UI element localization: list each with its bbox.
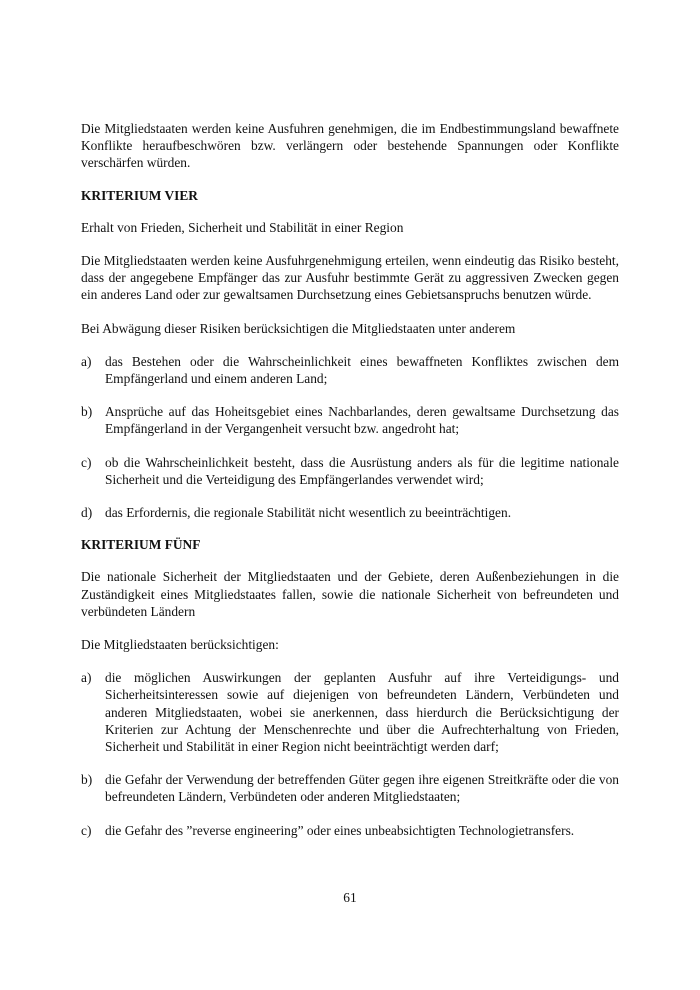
list-item <box>81 353 619 387</box>
list-item <box>81 454 619 488</box>
list-item-text: das Erfordernis, die regionale Stabilität nicht wesentlich zu beeinträchtigen. <box>105 505 512 521</box>
list-item <box>81 504 619 521</box>
list-marker: a) <box>81 353 92 369</box>
list-item <box>81 822 619 839</box>
document-page <box>81 120 619 839</box>
list-item <box>81 403 619 437</box>
intro-paragraph: Die Mitgliedstaaten werden keine Ausfuhren genehmigen, die im Endbestimmungsland bewaffnete Konflikte heraufbeschwören bzw. verlängern oder bestehende Spannungen oder Konflikte verschärfen würden. <box>81 121 619 171</box>
list-item-text: die möglichen Auswirkungen der geplanten Ausfuhr auf ihre Verteidigungs- und Sicherheitsinteressen sowie auf diejenigen von befreundeten Ländern, Verbündeten und anderen Mitgliedstaaten, wobei sie anerkennen, dass hierdurch die Berücksichtigung der Kriterien zur Achtung der Menschenrechte und über die Aufrechterhaltung von Frieden, Sicherheit und Stabilität in einer Region nicht beeinträchtigt werden darf; <box>105 670 619 755</box>
criterion-four-lead: Bei Abwägung dieser Risiken berücksichtigen die Mitgliedstaaten unter anderem <box>81 320 516 336</box>
criterion-five-lead: Die Mitgliedstaaten berücksichtigen: <box>81 637 279 653</box>
list-marker: d) <box>81 505 93 521</box>
list-item-text: ob die Wahrscheinlichkeit besteht, dass die Ausrüstung anders als für die legitime nationale Sicherheit und die Verteidigung des Empfängerlandes verwendet wird; <box>105 454 619 487</box>
list-marker: c) <box>81 454 92 470</box>
criterion-four-heading: KRITERIUM VIER <box>81 187 198 203</box>
list-item <box>81 771 619 805</box>
list-item-text: die Gefahr der Verwendung der betreffenden Güter gegen ihre eigenen Streitkräfte oder die von befreundeten Ländern, Verbündeten oder anderen Mitgliedstaaten; <box>105 772 619 805</box>
list-item-text: Ansprüche auf das Hoheitsgebiet eines Nachbarlandes, deren gewaltsame Durchsetzung das Empfängerland in der Vergangenheit versucht bzw. angedroht hat; <box>105 404 619 437</box>
list-marker: c) <box>81 822 92 838</box>
list-item <box>81 669 619 755</box>
page-number: 61 <box>343 890 357 905</box>
list-item-text: das Bestehen oder die Wahrscheinlichkeit eines bewaffneten Konfliktes zwischen dem Empfängerland und einem anderen Land; <box>105 353 619 387</box>
list-marker: b) <box>81 404 93 420</box>
criterion-five-subtitle: Die nationale Sicherheit der Mitgliedstaaten und der Gebiete, deren Außenbeziehungen in die Zuständigkeit eines Mitgliedstaates fallen, sowie die nationale Sicherheit von befreundeten und verbündeten Ländern <box>81 569 619 619</box>
list-marker: b) <box>81 772 93 788</box>
criterion-five-heading: KRITERIUM FÜNF <box>81 537 201 553</box>
criterion-four-subtitle: Erhalt von Frieden, Sicherheit und Stabilität in einer Region <box>81 219 404 235</box>
list-marker: a) <box>81 670 92 686</box>
criterion-four-paragraph: Die Mitgliedstaaten werden keine Ausfuhrgenehmigung erteilen, wenn eindeutig das Risiko besteht, dass der angegebene Empfänger das zur Ausfuhr bestimmte Gerät zu aggressiven Zwecken gegen ein anderes Land oder zur gewaltsamen Durchsetzung eines Gebietsanspruchs benutzen würde. <box>81 253 619 303</box>
list-item-text: die Gefahr des ”reverse engineering” oder eines unbeabsichtigten Technologietransfers. <box>105 822 575 838</box>
